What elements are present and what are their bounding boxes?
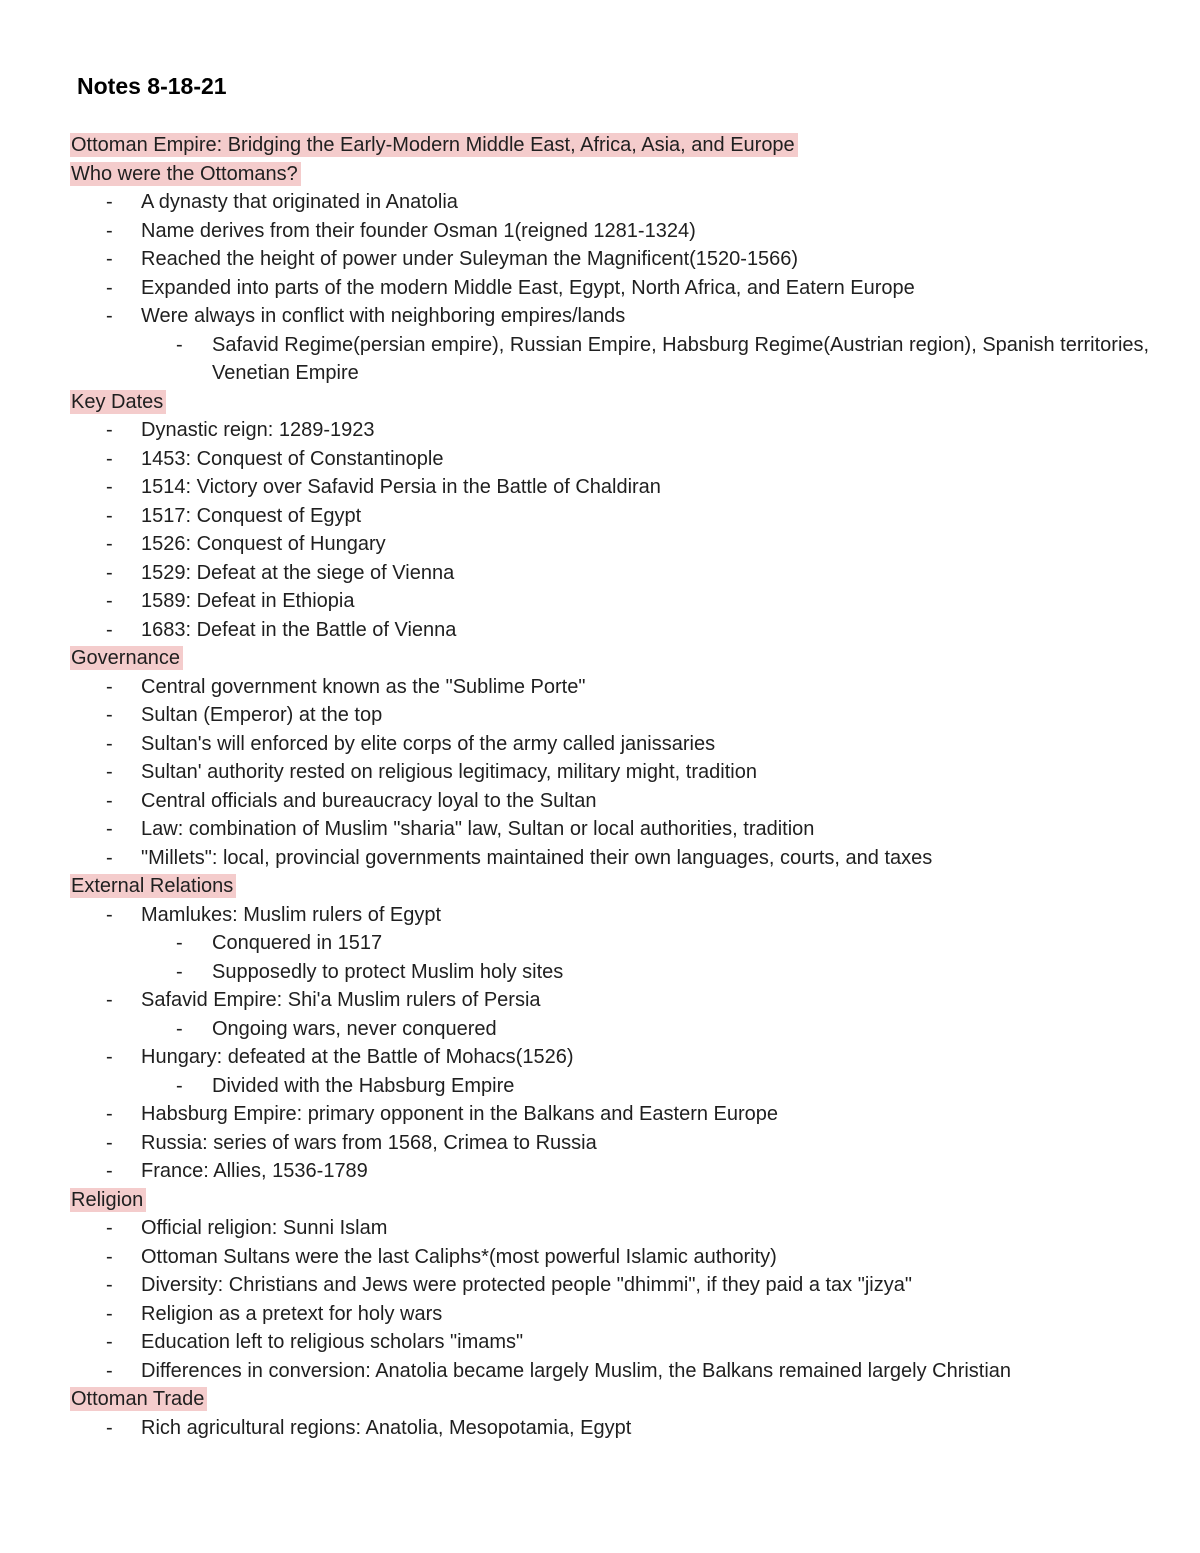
bullet-item	[70, 730, 1160, 759]
bullet-dash: -	[106, 191, 113, 213]
bullet-text: Religion as a pretext for holy wars	[141, 1302, 443, 1325]
bullet-item	[70, 986, 1160, 1015]
bullet-text: 1514: Victory over Safavid Persia in the Battle of Chaldiran	[141, 476, 661, 498]
bullet-text: 1589: Defeat in Ethiopia	[141, 590, 355, 612]
bullet-dash: -	[106, 305, 113, 327]
section-heading-row	[70, 1186, 1160, 1215]
bullet-text: Habsburg Empire: primary opponent in the Balkans and Eastern Europe	[141, 1103, 779, 1125]
bullet-text: Sultan's will enforced by elite corps of the army called janissaries	[141, 732, 716, 755]
bullet-item	[70, 844, 1160, 873]
bullet-item	[70, 1043, 1160, 1072]
bullet-dash: -	[106, 1131, 113, 1154]
bullet-dash: -	[106, 1245, 113, 1268]
bullet-text: 1683: Defeat in the Battle of Vienna	[141, 618, 457, 641]
bullet-item	[70, 1100, 1160, 1129]
bullet-text: Ongoing wars, never conquered	[212, 1017, 497, 1040]
bullet-dash: -	[106, 675, 113, 698]
bullet-text: Name derives from their founder Osman 1(reigned 1281-1324)	[141, 219, 696, 242]
bullet-item	[70, 217, 1160, 246]
bullet-item	[70, 616, 1160, 645]
section-heading: Religion	[70, 1188, 146, 1212]
bullet-item	[70, 1129, 1160, 1158]
bullet-text: Supposedly to protect Muslim holy sites	[212, 960, 564, 983]
bullet-dash: -	[106, 590, 113, 612]
bullet-dash: -	[106, 789, 113, 812]
bullet-text: Safavid Regime(persian empire), Russian Empire, Habsburg Regime(Austrian region), Spanish territories, Venetian Empire	[212, 333, 1150, 384]
sub-bullet-item	[70, 331, 1160, 388]
bullet-text: Were always in conflict with neighboring empires/lands	[141, 305, 626, 327]
bullet-item	[70, 188, 1160, 217]
bullet-dash: -	[176, 932, 183, 954]
bullet-dash: -	[106, 989, 113, 1011]
bullet-dash: -	[106, 732, 113, 755]
bullet-text: Sultan' authority rested on religious legitimacy, military might, tradition	[141, 761, 757, 783]
bullet-item	[70, 1300, 1160, 1329]
main-heading-row	[70, 131, 1160, 160]
sub-bullet-item	[70, 1015, 1160, 1044]
bullet-text: France: Allies, 1536-1789	[141, 1160, 368, 1182]
bullet-dash: -	[106, 761, 113, 783]
bullet-text: Conquered in 1517	[212, 932, 383, 954]
section-heading: Who were the Ottomans?	[70, 162, 301, 186]
section-heading: Governance	[70, 646, 183, 670]
bullet-dash: -	[176, 333, 183, 356]
bullet-item	[70, 901, 1160, 930]
bullet-item	[70, 445, 1160, 474]
bullet-dash: -	[106, 533, 113, 555]
bullet-text: "Millets": local, provincial governments maintained their own languages, courts, and taxes	[141, 846, 933, 869]
bullet-dash: -	[106, 1416, 113, 1439]
bullet-text: Safavid Empire: Shi'a Muslim rulers of Persia	[141, 989, 541, 1011]
section-heading-row	[70, 644, 1160, 673]
sub-bullet-item	[70, 929, 1160, 958]
bullet-text: 1526: Conquest of Hungary	[141, 533, 386, 555]
bullet-text: Sultan (Emperor) at the top	[141, 704, 383, 726]
bullet-item	[70, 1357, 1160, 1386]
bullet-text: Diversity: Christians and Jews were protected people "dhimmi", if they paid a tax "jizya"	[141, 1274, 912, 1296]
sub-bullet-item	[70, 1072, 1160, 1101]
bullet-dash: -	[106, 1046, 113, 1068]
bullet-dash: -	[176, 1017, 183, 1040]
bullet-text: 1517: Conquest of Egypt	[141, 504, 362, 527]
bullet-text: Reached the height of power under Suleyman the Magnificent(1520-1566)	[141, 248, 799, 270]
bullet-text: Russia: series of wars from 1568, Crimea to Russia	[141, 1131, 597, 1154]
bullet-item	[70, 473, 1160, 502]
bullet-item	[70, 1214, 1160, 1243]
document-title: Notes 8-18-21	[77, 73, 227, 99]
bullet-dash: -	[106, 818, 113, 840]
bullet-item	[70, 815, 1160, 844]
bullet-item	[70, 673, 1160, 702]
bullet-item	[70, 1414, 1160, 1443]
section-heading: Key Dates	[70, 390, 166, 414]
section-heading-row	[70, 160, 1160, 189]
bullet-text: 1529: Defeat at the siege of Vienna	[141, 561, 455, 584]
section-heading: Ottoman Trade	[70, 1387, 207, 1411]
bullet-item	[70, 416, 1160, 445]
bullet-dash: -	[106, 704, 113, 726]
bullet-dash: -	[106, 561, 113, 584]
bullet-dash: -	[176, 960, 183, 983]
bullet-dash: -	[106, 1331, 113, 1353]
bullet-dash: -	[106, 1302, 113, 1325]
bullet-dash: -	[106, 618, 113, 641]
bullet-item	[70, 502, 1160, 531]
bullet-item	[70, 274, 1160, 303]
bullet-item	[70, 245, 1160, 274]
bullet-item	[70, 1157, 1160, 1186]
bullet-dash: -	[106, 1103, 113, 1125]
section-heading-row	[70, 388, 1160, 417]
bullet-item	[70, 1328, 1160, 1357]
bullet-dash: -	[176, 1074, 183, 1097]
bullet-item	[70, 787, 1160, 816]
bullet-dash: -	[106, 1160, 113, 1182]
bullet-text: Ottoman Sultans were the last Caliphs*(most powerful Islamic authority)	[141, 1245, 777, 1268]
bullet-item	[70, 559, 1160, 588]
section-heading: External Relations	[70, 874, 236, 898]
bullet-dash: -	[106, 248, 113, 270]
bullet-dash: -	[106, 1359, 113, 1382]
bullet-dash: -	[106, 447, 113, 470]
bullet-dash: -	[106, 504, 113, 527]
bullet-dash: -	[106, 219, 113, 242]
bullet-text: A dynasty that originated in Anatolia	[141, 191, 458, 213]
section-heading-row	[70, 872, 1160, 901]
bullet-item	[70, 1271, 1160, 1300]
bullet-text: Expanded into parts of the modern Middle East, Egypt, North Africa, and Eatern Europe	[141, 276, 915, 299]
bullet-text: Central officials and bureaucracy loyal to the Sultan	[141, 789, 597, 812]
section-heading-row	[70, 1385, 1160, 1414]
main-heading: Ottoman Empire: Bridging the Early-Modern Middle East, Africa, Asia, and Europe	[70, 133, 798, 157]
bullet-dash: -	[106, 476, 113, 498]
bullet-text: 1453: Conquest of Constantinople	[141, 447, 444, 470]
bullet-dash: -	[106, 419, 113, 441]
bullet-text: Education left to religious scholars "imams"	[141, 1331, 524, 1353]
document-body	[70, 131, 1160, 1442]
bullet-item	[70, 302, 1160, 331]
bullet-text: Dynastic reign: 1289-1923	[141, 419, 375, 441]
bullet-text: Law: combination of Muslim "sharia" law, Sultan or local authorities, tradition	[141, 818, 815, 840]
sub-bullet-item	[70, 958, 1160, 987]
bullet-item	[70, 530, 1160, 559]
bullet-item	[70, 701, 1160, 730]
bullet-dash: -	[106, 1274, 113, 1296]
bullet-text: Mamlukes: Muslim rulers of Egypt	[141, 903, 442, 926]
bullet-text: Rich agricultural regions: Anatolia, Mesopotamia, Egypt	[141, 1416, 632, 1439]
bullet-item	[70, 758, 1160, 787]
bullet-text: Official religion: Sunni Islam	[141, 1217, 388, 1239]
bullet-text: Central government known as the "Sublime Porte"	[141, 675, 586, 698]
bullet-item	[70, 1243, 1160, 1272]
bullet-dash: -	[106, 846, 113, 869]
bullet-item	[70, 587, 1160, 616]
bullet-text: Hungary: defeated at the Battle of Mohacs(1526)	[141, 1046, 574, 1068]
bullet-dash: -	[106, 903, 113, 926]
bullet-dash: -	[106, 1217, 113, 1239]
bullet-text: Differences in conversion: Anatolia became largely Muslim, the Balkans remained largely Christian	[141, 1359, 1012, 1382]
bullet-text: Divided with the Habsburg Empire	[212, 1074, 515, 1097]
bullet-dash: -	[106, 276, 113, 299]
